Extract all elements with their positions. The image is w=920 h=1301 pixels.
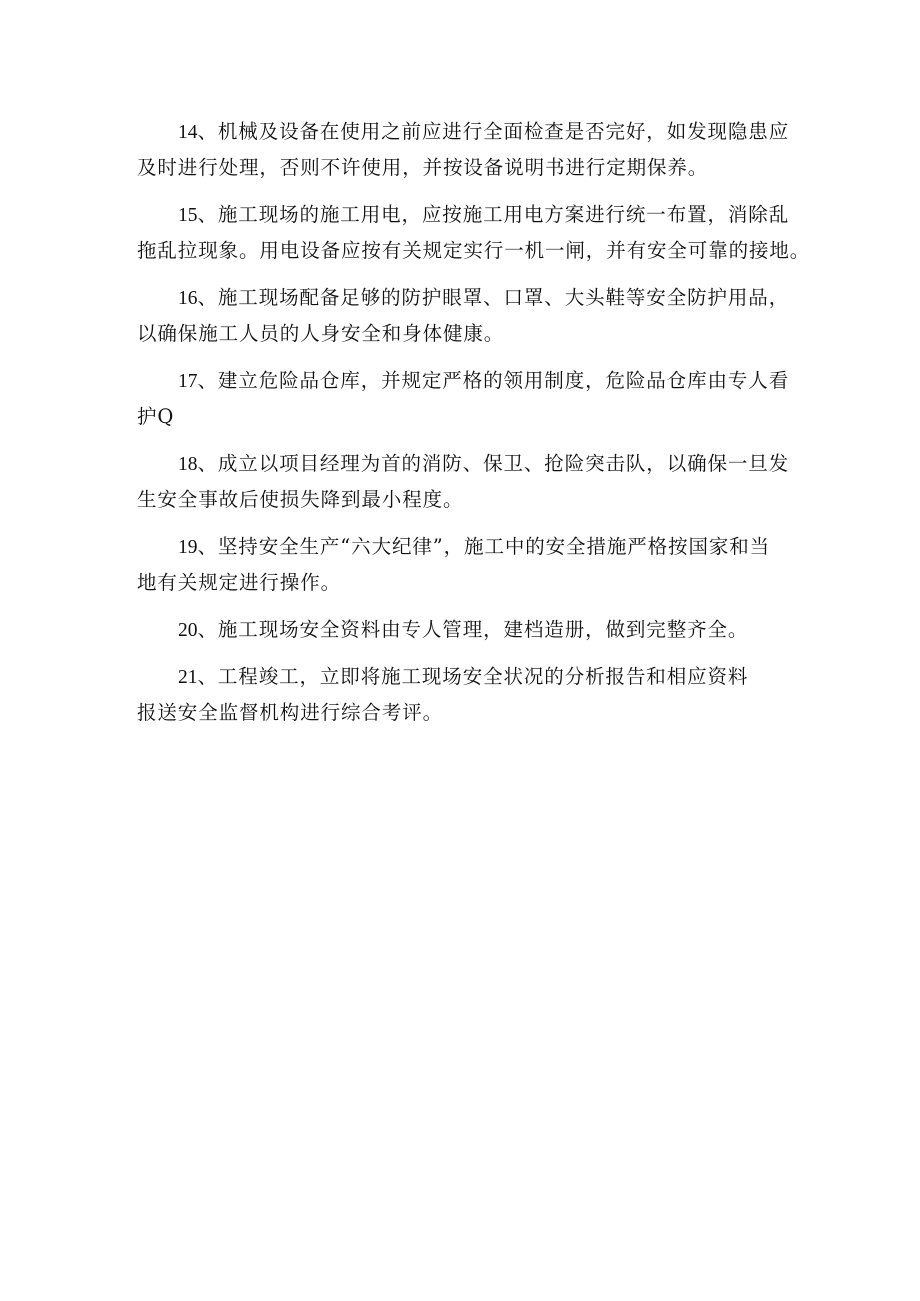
line-text: 、工程竣工，立即将施工现场安全状况的分析报告和相应资料 xyxy=(197,665,749,688)
paragraph-line: 生安全事故后使损失降到最小程度。 xyxy=(137,488,464,511)
paragraph-15 xyxy=(137,197,811,269)
item-number: 18 xyxy=(178,454,198,475)
paragraph-line: 地有关规定进行操作。 xyxy=(137,571,342,594)
line-text: 、坚持安全生产“六大纪律”，施工中的安全措施严格按国家和当 xyxy=(197,535,771,558)
paragraph-line: 拖乱拉现象。用电设备应按有关规定实行一机一闸，并有安全可靠的接地。 xyxy=(137,239,811,262)
item-number: 21 xyxy=(178,667,198,688)
item-number: 16 xyxy=(178,288,198,309)
item-number: 19 xyxy=(178,537,198,558)
paragraph-line: 报送安全监督机构进行综合考评。 xyxy=(137,701,444,724)
item-number: 15 xyxy=(178,205,198,226)
paragraph-line xyxy=(137,280,801,316)
paragraph-17 xyxy=(137,363,801,435)
line-text: 、建立危险品仓库，并规定严格的领用制度，危险品仓库由专人看 xyxy=(197,369,790,392)
paragraph-line xyxy=(137,612,801,648)
item-number: 14 xyxy=(178,122,198,143)
paragraph-line: 护Q xyxy=(137,405,175,428)
paragraph-line xyxy=(137,446,801,482)
paragraph-21 xyxy=(137,659,801,731)
paragraph-line: 以确保施工人员的人身安全和身体健康。 xyxy=(137,322,505,345)
paragraph-18 xyxy=(137,446,801,518)
paragraph-line: 及时进行处理，否则不许使用，并按设备说明书进行定期保养。 xyxy=(137,156,709,179)
line-text: 、施工现场配备足够的防护眼罩、口罩、大头鞋等安全防护用品， xyxy=(197,286,790,309)
paragraph-19 xyxy=(137,529,801,601)
paragraph-16 xyxy=(137,280,801,352)
line-text: 、成立以项目经理为首的消防、保卫、抢险突击队，以确保一旦发 xyxy=(197,452,790,475)
paragraph-line xyxy=(137,114,801,150)
paragraph-line xyxy=(137,659,801,695)
line-text: 、施工现场安全资料由专人管理，建档造册，做到完整齐全。 xyxy=(197,618,749,641)
paragraph-20 xyxy=(137,612,801,648)
line-text: 、机械及设备在使用之前应进行全面检查是否完好，如发现隐患应 xyxy=(197,120,790,143)
line-text: 、施工现场的施工用电，应按施工用电方案进行统一布置，消除乱 xyxy=(197,203,790,226)
item-number: 17 xyxy=(178,371,198,392)
document-body xyxy=(137,114,811,742)
paragraph-line xyxy=(137,363,801,399)
paragraph-line xyxy=(137,529,801,565)
item-number: 20 xyxy=(178,620,198,641)
paragraph-line xyxy=(137,197,801,233)
paragraph-14 xyxy=(137,114,801,186)
